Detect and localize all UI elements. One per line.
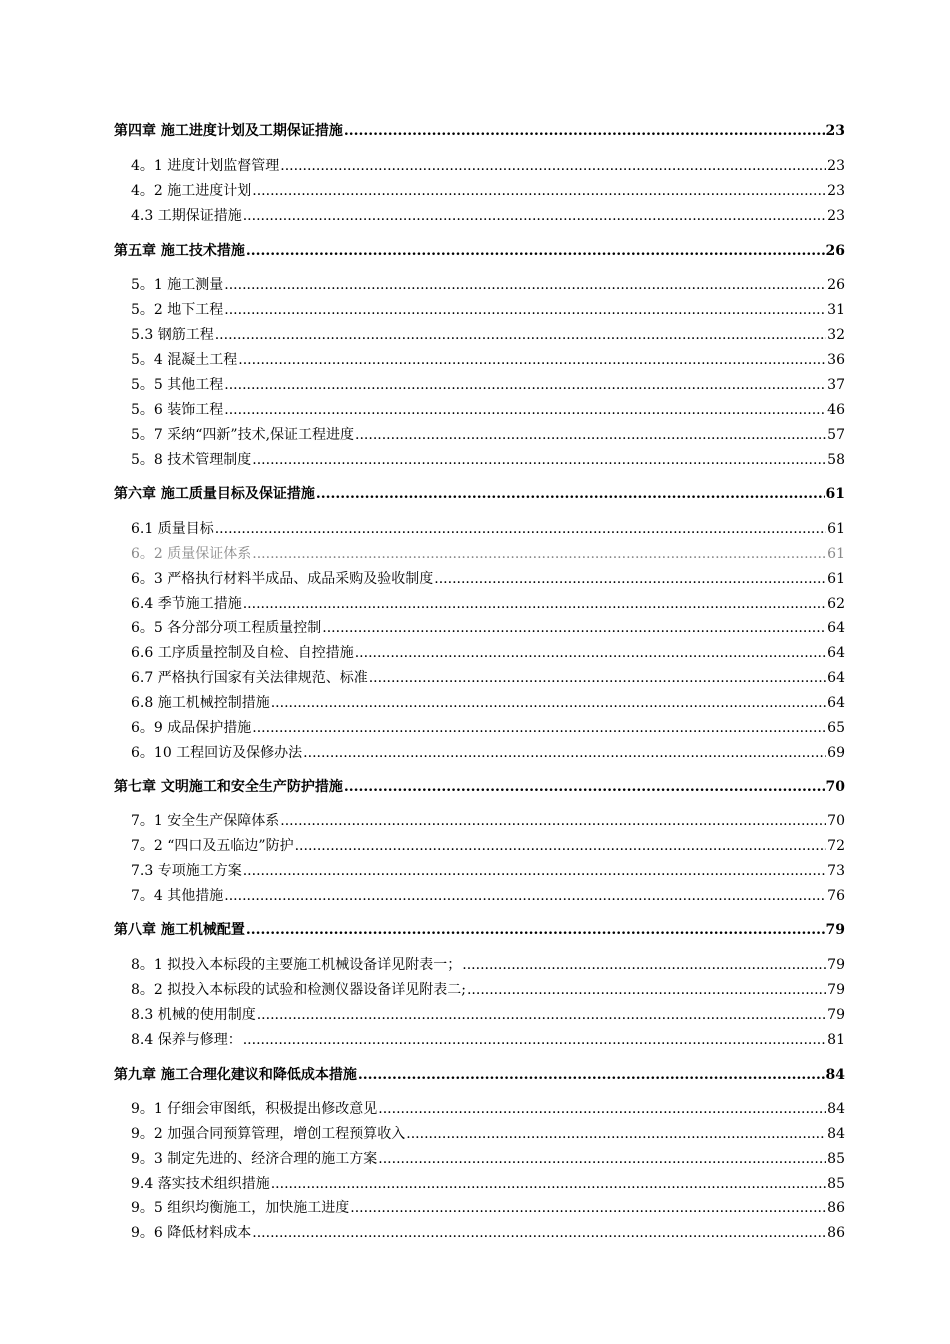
toc-section-entry[interactable] (0, 518, 950, 538)
dot-leader (344, 123, 825, 139)
toc-entry-label: 4。2 施工进度计划 (131, 183, 252, 199)
toc-section-entry[interactable] (0, 667, 950, 687)
toc-section-entry[interactable] (0, 1123, 950, 1143)
dot-leader (246, 243, 825, 259)
toc-section-entry[interactable] (0, 568, 950, 588)
toc-page-number: 70 (827, 813, 845, 829)
toc-entry-label: 5。1 施工测量 (131, 277, 224, 293)
dot-leader (252, 183, 826, 199)
toc-entry-label: 4.3 工期保证措施 (131, 208, 242, 224)
toc-page-number: 85 (827, 1151, 845, 1167)
toc-entry-label: 4。1 进度计划监督管理 (131, 158, 280, 174)
toc-page-number: 23 (825, 123, 845, 139)
dot-leader (303, 745, 826, 761)
toc-section-entry[interactable] (0, 1222, 950, 1242)
toc-page-number: 57 (827, 427, 845, 443)
toc-section-entry[interactable] (0, 1029, 950, 1049)
toc-section-entry[interactable] (0, 274, 950, 294)
toc-page-number: 23 (827, 183, 845, 199)
toc-entry-label: 5.3 钢筋工程 (131, 327, 214, 343)
toc-entry-label: 6。10 工程回访及保修办法 (131, 745, 303, 761)
dot-leader (271, 1176, 826, 1192)
toc-section-entry[interactable] (0, 374, 950, 394)
dot-leader (280, 813, 826, 829)
toc-section-entry[interactable] (0, 810, 950, 830)
toc-page-number: 36 (827, 352, 845, 368)
toc-page-number: 79 (827, 957, 845, 973)
toc-chapter-entry[interactable] (0, 776, 950, 796)
toc-page-number: 84 (825, 1067, 845, 1083)
dot-leader (215, 327, 826, 343)
toc-page-number: 37 (827, 377, 845, 393)
toc-section-entry[interactable] (0, 885, 950, 905)
toc-section-entry[interactable] (0, 1098, 950, 1118)
toc-page-number: 84 (827, 1126, 845, 1142)
toc-entry-label: 6。5 各分部分项工程质量控制 (131, 620, 322, 636)
dot-leader (243, 863, 826, 879)
toc-section-entry[interactable] (0, 860, 950, 880)
toc-entry-label: 5。5 其他工程 (131, 377, 224, 393)
toc-section-entry[interactable] (0, 299, 950, 319)
dot-leader (358, 1067, 825, 1083)
toc-entry-label: 9.4 落实技术组织措施 (131, 1176, 270, 1192)
toc-section-entry[interactable] (0, 180, 950, 200)
toc-section-entry[interactable] (0, 543, 950, 563)
toc-chapter-entry[interactable] (0, 240, 950, 260)
toc-page-number: 84 (827, 1101, 845, 1117)
toc-chapter-entry[interactable] (0, 1064, 950, 1084)
toc-page-number: 32 (827, 327, 845, 343)
toc-entry-label: 5。7 采纳“四新”技术,保证工程进度 (131, 427, 355, 443)
toc-entry-label: 8.3 机械的使用制度 (131, 1007, 256, 1023)
toc-page-number: 62 (827, 596, 845, 612)
dot-leader (295, 838, 827, 854)
dot-leader (224, 377, 826, 393)
toc-section-entry[interactable] (0, 1197, 950, 1217)
toc-entry-label: 7。1 安全生产保障体系 (131, 813, 280, 829)
toc-page-number: 61 (827, 521, 845, 537)
toc-chapter-entry[interactable] (0, 120, 950, 140)
toc-page-number: 76 (827, 888, 845, 904)
toc-entry-label: 第四章 施工进度计划及工期保证措施 (114, 123, 343, 139)
toc-page-number: 69 (827, 745, 845, 761)
toc-entry-label: 6.8 施工机械控制措施 (131, 695, 270, 711)
dot-leader (224, 277, 826, 293)
toc-entry-label: 7。2 “四口及五临边”防护 (131, 838, 294, 854)
dot-leader (215, 521, 826, 537)
dot-leader (316, 486, 825, 502)
toc-entry-label: 第八章 施工机械配置 (114, 922, 245, 938)
toc-page-number: 64 (827, 645, 845, 661)
toc-entry-label: 第六章 施工质量目标及保证措施 (114, 486, 315, 502)
toc-entry-label: 5。6 装饰工程 (131, 402, 224, 418)
dot-leader (252, 720, 826, 736)
toc-entry-label: 6.4 季节施工措施 (131, 596, 242, 612)
dot-leader (280, 158, 826, 174)
toc-page-number: 61 (827, 546, 845, 562)
toc-section-entry[interactable] (0, 155, 950, 175)
toc-section-entry[interactable] (0, 742, 950, 762)
toc-page-number: 61 (825, 486, 845, 502)
toc-section-entry[interactable] (0, 835, 950, 855)
dot-leader (355, 427, 826, 443)
toc-page-number: 79 (825, 922, 845, 938)
toc-section-entry[interactable] (0, 593, 950, 613)
toc-entry-label: 9。3 制定先进的、经济合理的施工方案 (131, 1151, 378, 1167)
toc-entry-label: 6.1 质量目标 (131, 521, 214, 537)
dot-leader (243, 208, 826, 224)
toc-entry-label: 8。2 拟投入本标段的试验和检测仪器设备详见附表二; (131, 982, 466, 998)
dot-leader (252, 546, 826, 562)
toc-page-number: 23 (827, 158, 845, 174)
toc-entry-label: 第五章 施工技术措施 (114, 243, 245, 259)
dot-leader (344, 779, 825, 795)
dot-leader (378, 1101, 826, 1117)
toc-entry-label: 9。6 降低材料成本 (131, 1225, 252, 1241)
toc-entry-label: 9。2 加强合同预算管理，增创工程预算收入 (131, 1126, 406, 1142)
toc-section-entry[interactable] (0, 324, 950, 344)
toc-entry-label: 6.6 工序质量控制及自检、自控措施 (131, 645, 354, 661)
toc-section-entry[interactable] (0, 1173, 950, 1193)
toc-page-number: 79 (827, 982, 845, 998)
toc-entry-label: 6。2 质量保证体系 (131, 546, 252, 562)
toc-section-entry[interactable] (0, 205, 950, 225)
toc-section-entry[interactable] (0, 642, 950, 662)
dot-leader (369, 670, 826, 686)
dot-leader (350, 1200, 826, 1216)
toc-entry-label: 6.7 严格执行国家有关法律规范、标准 (131, 670, 368, 686)
toc-section-entry[interactable] (0, 617, 950, 637)
toc-page-number: 61 (827, 571, 845, 587)
dot-leader (252, 1225, 826, 1241)
toc-section-entry[interactable] (0, 954, 950, 974)
dot-leader (224, 402, 826, 418)
toc-page-number: 79 (827, 1007, 845, 1023)
toc-section-entry[interactable] (0, 717, 950, 737)
toc-page-number: 31 (827, 302, 845, 318)
toc-section-entry[interactable] (0, 349, 950, 369)
toc-chapter-entry[interactable] (0, 483, 950, 503)
toc-page-number: 81 (827, 1032, 845, 1048)
dot-leader (224, 302, 826, 318)
toc-entry-label: 5。2 地下工程 (131, 302, 224, 318)
toc-entry-label: 第七章 文明施工和安全生产防护措施 (114, 779, 343, 795)
toc-entry-label: 6。9 成品保护措施 (131, 720, 252, 736)
dot-leader (224, 888, 826, 904)
toc-entry-label: 8。1 拟投入本标段的主要施工机械设备详见附表一； (131, 957, 462, 973)
toc-section-entry[interactable] (0, 424, 950, 444)
dot-leader (434, 571, 826, 587)
toc-page-number: 64 (827, 695, 845, 711)
toc-section-entry[interactable] (0, 692, 950, 712)
dot-leader (238, 352, 826, 368)
toc-entry-label: 9。5 组织均衡施工，加快施工进度 (131, 1200, 350, 1216)
toc-entry-label: 第九章 施工合理化建议和降低成本措施 (114, 1067, 357, 1083)
toc-page-number: 46 (827, 402, 845, 418)
toc-entry-label: 5。8 技术管理制度 (131, 452, 252, 468)
toc-page-number: 26 (827, 277, 845, 293)
toc-page-number: 73 (827, 863, 845, 879)
dot-leader (246, 922, 825, 938)
toc-entry-label: 5。4 混凝土工程 (131, 352, 238, 368)
dot-leader (243, 1032, 826, 1048)
dot-leader (243, 596, 826, 612)
toc-section-entry[interactable] (0, 979, 950, 999)
dot-leader (355, 645, 826, 661)
toc-section-entry[interactable] (0, 399, 950, 419)
toc-entry-label: 7.3 专项施工方案 (131, 863, 242, 879)
toc-section-entry[interactable] (0, 1004, 950, 1024)
toc-page-number: 65 (827, 720, 845, 736)
toc-page-number: 86 (827, 1225, 845, 1241)
toc-chapter-entry[interactable] (0, 919, 950, 939)
dot-leader (252, 452, 826, 468)
toc-page-number: 64 (827, 670, 845, 686)
toc-entry-label: 7。4 其他措施 (131, 888, 224, 904)
toc-page-number: 72 (827, 838, 845, 854)
toc-page-number: 26 (825, 243, 845, 259)
toc-page-number: 64 (827, 620, 845, 636)
dot-leader (406, 1126, 826, 1142)
toc-section-entry[interactable] (0, 449, 950, 469)
dot-leader (257, 1007, 826, 1023)
dot-leader (378, 1151, 826, 1167)
dot-leader (467, 982, 826, 998)
dot-leader (271, 695, 826, 711)
toc-entry-label: 8.4 保养与修理： (131, 1032, 242, 1048)
toc-entry-label: 9。1 仔细会审图纸，积极提出修改意见 (131, 1101, 378, 1117)
dot-leader (462, 957, 826, 973)
toc-page-number: 85 (827, 1176, 845, 1192)
dot-leader (322, 620, 826, 636)
toc-entry-label: 6。3 严格执行材料半成品、成品采购及验收制度 (131, 571, 434, 587)
toc-page-number: 58 (827, 452, 845, 468)
toc-page-number: 23 (827, 208, 845, 224)
toc-page-number: 86 (827, 1200, 845, 1216)
toc-page-number: 70 (825, 779, 845, 795)
toc-section-entry[interactable] (0, 1148, 950, 1168)
